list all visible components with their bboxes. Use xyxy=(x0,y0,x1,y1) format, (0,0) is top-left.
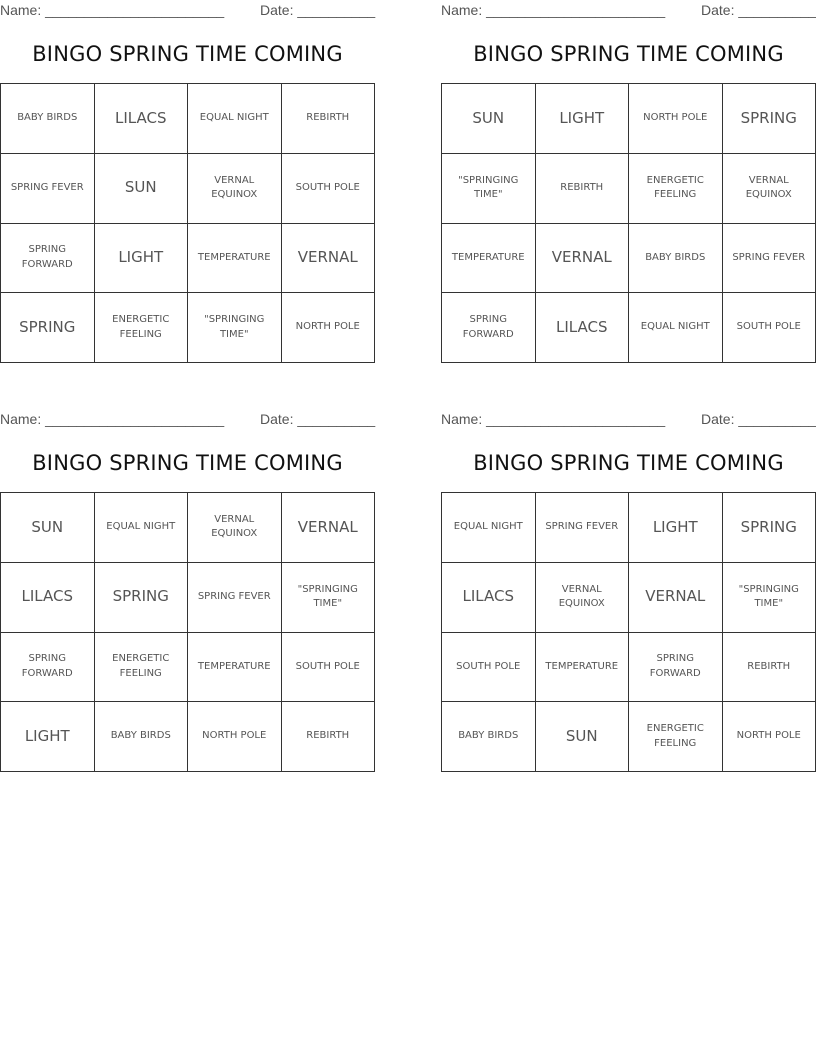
bingo-cell[interactable] xyxy=(95,633,189,703)
bingo-cell-label: SPRING FEVER xyxy=(545,521,619,533)
bingo-cell-label: VERNAL EQUINOX xyxy=(211,174,258,201)
bingo-cell-label: VERNAL xyxy=(297,517,358,536)
bingo-cell[interactable] xyxy=(282,493,376,563)
bingo-cell[interactable] xyxy=(442,633,536,703)
bingo-cell-label: EQUAL NIGHT xyxy=(199,112,269,124)
bingo-cell-label: SOUTH POLE xyxy=(456,660,521,672)
bingo-cell[interactable] xyxy=(282,84,376,154)
bingo-cell[interactable] xyxy=(723,293,816,363)
bingo-cell-label: SPRING FORWARD xyxy=(649,653,701,679)
bingo-cell-label: "SPRINGING TIME" xyxy=(458,174,519,201)
bingo-cell[interactable] xyxy=(723,563,816,633)
bingo-cell[interactable] xyxy=(188,84,282,154)
bingo-cell[interactable] xyxy=(188,154,282,224)
bingo-cell-label: VERNAL EQUINOX xyxy=(211,513,258,540)
name-field[interactable]: Name: _______________________ xyxy=(0,2,225,18)
bingo-cell-label: SUN xyxy=(124,178,157,197)
bingo-cell[interactable] xyxy=(629,702,723,772)
bingo-cell-label: SPRING xyxy=(19,317,76,336)
bingo-cell-label: ENERGETIC FEELING xyxy=(112,314,170,340)
bingo-cell[interactable] xyxy=(723,224,816,294)
bingo-grid xyxy=(441,83,816,363)
bingo-cell-label: LILACS xyxy=(462,587,514,606)
bingo-cell[interactable] xyxy=(536,633,630,703)
bingo-cell[interactable] xyxy=(723,702,816,772)
bingo-cell-label: VERNAL xyxy=(297,248,358,266)
bingo-cell[interactable] xyxy=(282,633,376,703)
card-title: BINGO SPRING TIME COMING xyxy=(32,42,343,66)
bingo-cell-label: NORTH POLE xyxy=(202,730,267,742)
bingo-cell[interactable] xyxy=(442,293,536,363)
card-header xyxy=(441,0,816,20)
bingo-cell-label: SPRING FEVER xyxy=(732,251,806,263)
bingo-cell-label: SOUTH POLE xyxy=(736,321,801,333)
card-header xyxy=(441,409,816,429)
bingo-cell[interactable] xyxy=(95,224,189,294)
bingo-cell-label: SPRING xyxy=(740,108,797,127)
bingo-cell-label: EQUAL NIGHT xyxy=(453,521,523,533)
bingo-cell-label: SUN xyxy=(31,517,64,536)
bingo-cell-label: SPRING FEVER xyxy=(197,590,271,602)
bingo-cell-label: LIGHT xyxy=(559,108,605,127)
bingo-cell[interactable] xyxy=(282,293,376,363)
card-title: BINGO SPRING TIME COMING xyxy=(473,451,784,475)
bingo-cell-label: "SPRINGING TIME" xyxy=(738,583,799,610)
bingo-cell-label: VERNAL xyxy=(551,248,612,266)
bingo-cell-label: SUN xyxy=(472,108,505,127)
bingo-cell[interactable] xyxy=(95,293,189,363)
bingo-cell[interactable] xyxy=(536,702,630,772)
bingo-cell[interactable] xyxy=(442,154,536,224)
name-field[interactable]: Name: _______________________ xyxy=(441,2,666,18)
bingo-cell-label: SOUTH POLE xyxy=(295,181,360,193)
bingo-cell-label: LILACS xyxy=(556,317,608,336)
bingo-cell[interactable] xyxy=(629,154,723,224)
bingo-cell[interactable] xyxy=(95,493,189,563)
bingo-cell-label: LILACS xyxy=(21,587,73,606)
bingo-cell[interactable] xyxy=(1,702,95,772)
card-title: BINGO SPRING TIME COMING xyxy=(473,42,784,66)
bingo-cell-label: SPRING xyxy=(740,517,797,536)
bingo-cell[interactable] xyxy=(536,154,630,224)
bingo-cell-label: TEMPERATURE xyxy=(197,660,271,672)
name-field[interactable]: Name: _______________________ xyxy=(441,411,666,427)
bingo-cell[interactable] xyxy=(536,293,630,363)
bingo-cell[interactable] xyxy=(188,293,282,363)
bingo-cell[interactable] xyxy=(723,154,816,224)
bingo-cell[interactable] xyxy=(629,84,723,154)
bingo-cell-label: NORTH POLE xyxy=(736,730,801,742)
bingo-cell-label: LIGHT xyxy=(652,517,698,536)
bingo-cell[interactable] xyxy=(1,224,95,294)
bingo-cell-label: BABY BIRDS xyxy=(17,112,78,124)
date-field[interactable]: Date: __________ xyxy=(260,411,376,427)
bingo-cell-label: ENERGETIC FEELING xyxy=(646,723,704,749)
bingo-cell-label: SPRING xyxy=(112,587,169,606)
date-field[interactable]: Date: __________ xyxy=(701,2,816,18)
bingo-cell[interactable] xyxy=(536,493,630,563)
bingo-cell-label: ENERGETIC FEELING xyxy=(112,653,170,679)
bingo-cell[interactable] xyxy=(629,224,723,294)
bingo-cell[interactable] xyxy=(723,493,816,563)
bingo-cell[interactable] xyxy=(95,563,189,633)
bingo-cell[interactable] xyxy=(188,493,282,563)
bingo-cell[interactable] xyxy=(1,633,95,703)
bingo-cell[interactable] xyxy=(536,224,630,294)
bingo-cell[interactable] xyxy=(95,84,189,154)
bingo-cell[interactable] xyxy=(536,84,630,154)
bingo-cell-label: SPRING FORWARD xyxy=(462,314,514,340)
bingo-cell[interactable] xyxy=(188,633,282,703)
bingo-cell[interactable] xyxy=(442,84,536,154)
bingo-cell-label: EQUAL NIGHT xyxy=(106,521,176,533)
bingo-cell-label: SPRING FEVER xyxy=(10,181,84,193)
bingo-cell[interactable] xyxy=(629,293,723,363)
bingo-cell-label: REBIRTH xyxy=(560,181,604,193)
name-field[interactable]: Name: _______________________ xyxy=(0,411,225,427)
bingo-cell[interactable] xyxy=(188,563,282,633)
bingo-cell-label: LILACS xyxy=(115,108,167,127)
bingo-cell[interactable] xyxy=(723,633,816,703)
bingo-cell-label: TEMPERATURE xyxy=(451,251,525,263)
bingo-cell[interactable] xyxy=(723,84,816,154)
bingo-cell[interactable] xyxy=(95,702,189,772)
bingo-cell[interactable] xyxy=(442,702,536,772)
bingo-cell-label: BABY BIRDS xyxy=(645,251,706,263)
bingo-cell[interactable] xyxy=(629,633,723,703)
bingo-cell-label: TEMPERATURE xyxy=(545,660,619,672)
bingo-cell[interactable] xyxy=(1,563,95,633)
bingo-cell-label: EQUAL NIGHT xyxy=(640,321,710,333)
bingo-cell-label: "SPRINGING TIME" xyxy=(204,314,265,340)
bingo-cell-label: "SPRINGING TIME" xyxy=(297,583,358,610)
bingo-cell[interactable] xyxy=(95,154,189,224)
bingo-cell[interactable] xyxy=(629,563,723,633)
bingo-cell[interactable] xyxy=(629,493,723,563)
bingo-cell-label: SPRING FORWARD xyxy=(21,244,73,270)
bingo-cell-label: SPRING FORWARD xyxy=(21,653,73,679)
bingo-cell[interactable] xyxy=(1,84,95,154)
bingo-cell-label: SOUTH POLE xyxy=(295,660,360,672)
bingo-cell[interactable] xyxy=(282,224,376,294)
bingo-cell[interactable] xyxy=(1,493,95,563)
card-header xyxy=(0,0,375,20)
bingo-cell-label: SUN xyxy=(565,726,598,745)
bingo-cell-label: REBIRTH xyxy=(306,112,350,124)
bingo-cell-label: LIGHT xyxy=(118,248,164,266)
bingo-cell-label: BABY BIRDS xyxy=(458,730,519,742)
date-field[interactable]: Date: __________ xyxy=(701,411,816,427)
bingo-grid xyxy=(0,83,375,363)
bingo-grid xyxy=(0,492,375,772)
bingo-cell[interactable] xyxy=(442,563,536,633)
bingo-cell-label: VERNAL EQUINOX xyxy=(558,583,605,610)
bingo-cell[interactable] xyxy=(1,154,95,224)
bingo-cell-label: TEMPERATURE xyxy=(197,251,271,263)
bingo-cell[interactable] xyxy=(188,224,282,294)
bingo-cell[interactable] xyxy=(536,563,630,633)
bingo-cell[interactable] xyxy=(442,224,536,294)
date-field[interactable]: Date: __________ xyxy=(260,2,376,18)
bingo-cell-label: LIGHT xyxy=(24,726,70,745)
bingo-cell-label: ENERGETIC FEELING xyxy=(646,174,704,201)
bingo-cell[interactable] xyxy=(282,702,376,772)
bingo-cell-label: VERNAL EQUINOX xyxy=(745,174,792,201)
card-header xyxy=(0,409,375,429)
bingo-cell[interactable] xyxy=(442,493,536,563)
bingo-cell-label: NORTH POLE xyxy=(295,321,360,333)
bingo-cell-label: REBIRTH xyxy=(306,730,350,742)
bingo-cell-label: BABY BIRDS xyxy=(110,730,171,742)
bingo-cell[interactable] xyxy=(1,293,95,363)
bingo-cell[interactable] xyxy=(282,563,376,633)
bingo-cell-label: VERNAL xyxy=(645,587,706,606)
bingo-cell[interactable] xyxy=(282,154,376,224)
bingo-cell-label: NORTH POLE xyxy=(643,112,708,124)
bingo-cell-label: REBIRTH xyxy=(747,660,791,672)
bingo-cell[interactable] xyxy=(188,702,282,772)
card-title: BINGO SPRING TIME COMING xyxy=(32,451,343,475)
bingo-grid xyxy=(441,492,816,772)
